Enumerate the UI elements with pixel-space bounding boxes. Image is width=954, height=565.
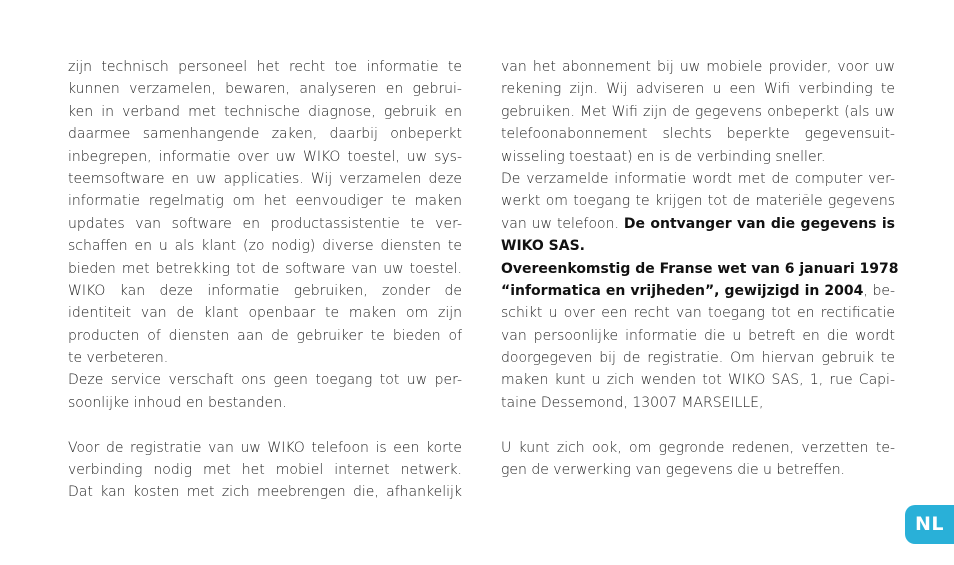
line-text: wisseling toestaat) en is de verbinding sneller. xyxy=(501,148,826,165)
text-line xyxy=(68,392,462,414)
line-text: soonlijke inhoud en bestanden. xyxy=(68,394,287,411)
line-text: van uw telefoon. xyxy=(501,215,624,232)
text-line xyxy=(501,190,895,212)
text-line xyxy=(68,78,462,100)
text-column-right xyxy=(501,56,899,481)
text-line xyxy=(68,414,462,436)
line-text: teemsoftware en uw applicaties. Wij verzamelen deze xyxy=(68,170,462,187)
text-line xyxy=(68,190,462,212)
text-line xyxy=(68,146,462,168)
language-tab-nl: NL xyxy=(905,505,954,544)
text-line xyxy=(501,78,895,100)
text-line xyxy=(68,213,462,235)
line-text: gebruiken. Met Wifi zijn de gegevens onbeperkt (als uw xyxy=(501,103,895,120)
text-line xyxy=(501,213,895,235)
text-line xyxy=(68,235,462,257)
line-text: telefoonabonnement slechts beperkte gegevensuit- xyxy=(501,126,895,143)
line-text: Voor de registratie van uw WIKO telefoon is een korte xyxy=(68,439,462,456)
text-line xyxy=(68,459,462,481)
line-text: inbegrepen, informatie over uw WIKO toestel, uw sys- xyxy=(68,148,462,165)
line-text: WIKO kan deze informatie gebruiken, zonder de xyxy=(68,282,462,299)
line-bold-text: Overeenkomstig de Franse wet van 6 januari 1978 xyxy=(501,260,899,277)
line-text: Deze service verschaft ons geen toegang tot uw per- xyxy=(68,372,462,389)
text-line xyxy=(68,258,462,280)
text-line xyxy=(501,56,895,78)
text-line xyxy=(68,280,462,302)
text-line xyxy=(501,146,895,168)
line-text: gen de verwerking van gegevens die u betreffen. xyxy=(501,462,846,479)
line-bold-text: De ontvanger van die gegevens is xyxy=(623,215,895,232)
line-text: zijn technisch personeel het recht toe informatie te xyxy=(68,59,462,75)
text-column-left xyxy=(68,56,462,504)
text-line xyxy=(68,123,462,145)
text-line xyxy=(501,437,895,459)
text-line xyxy=(68,369,462,391)
line-text: te verbeteren. xyxy=(68,350,169,367)
text-line xyxy=(68,302,462,324)
line-text: schaffen en u als klant (zo nodig) diverse diensten te xyxy=(68,238,462,255)
line-text: van persoonlijke informatie die u betreft en die wordt xyxy=(501,327,895,344)
text-line xyxy=(501,302,895,324)
line-text: U kunt zich ook, om gegronde redenen, verzetten te- xyxy=(501,439,895,456)
text-line xyxy=(501,168,895,190)
line-text: maken kunt u zich wenden tot WIKO SAS, 1, rue Capi- xyxy=(501,372,895,389)
text-line xyxy=(501,369,895,391)
line-text: bieden met betrekking tot de software van uw toestel. xyxy=(68,260,462,277)
line-text: van het abonnement bij uw mobiele provider, voor uw xyxy=(501,59,895,75)
text-line xyxy=(501,101,895,123)
line-text: doorgegeven bij de registratie. Om hiervan gebruik te xyxy=(501,350,895,367)
text-line xyxy=(68,101,462,123)
line-text: updates van software en productassistentie te ver- xyxy=(68,215,462,232)
text-line xyxy=(501,347,895,369)
text-line xyxy=(68,347,462,369)
line-text: kunnen verzamelen, bewaren, analyseren en gebrui- xyxy=(68,81,462,98)
line-text: werkt om toegang te krijgen tot de materiële gegevens xyxy=(501,193,895,210)
line-text: taine Dessemond, 13007 MARSEILLE, xyxy=(501,394,764,411)
line-text: ken in verband met technische diagnose, gebruik en xyxy=(68,103,462,120)
line-text: daarmee samenhangende zaken, daarbij onbeperkt xyxy=(68,126,462,143)
text-line xyxy=(68,325,462,347)
text-line xyxy=(501,392,895,414)
line-text: rekening zijn. Wij adviseren u een Wifi verbinding te xyxy=(501,81,895,98)
text-line xyxy=(501,325,895,347)
line-text: verbinding nodig met het mobiel internet netwerk. xyxy=(68,462,462,479)
text-line xyxy=(501,123,895,145)
text-line xyxy=(501,235,895,257)
line-text: identiteit van de klant openbaar te maken om zijn xyxy=(68,305,462,322)
text-line xyxy=(68,437,462,459)
line-text: schikt u over een recht van toegang tot en rectificatie xyxy=(501,305,895,322)
text-line xyxy=(68,168,462,190)
text-line xyxy=(501,258,899,280)
text-line xyxy=(501,414,895,436)
text-line xyxy=(68,56,462,78)
line-bold-text: “informatica en vrijheden”, gewijzigd in 2004 xyxy=(501,282,864,299)
line-bold-text: WIKO SAS. xyxy=(501,238,585,255)
text-line xyxy=(68,481,462,503)
line-text: Dat kan kosten met zich meebrengen die, afhankelijk xyxy=(68,484,462,501)
line-text: informatie regelmatig om het eenvoudiger te maken xyxy=(68,193,462,210)
line-text: producten of diensten aan de gebruiker te bieden of xyxy=(68,327,462,344)
text-line xyxy=(501,459,895,481)
text-line xyxy=(501,280,895,302)
line-text: De verzamelde informatie wordt met de computer ver- xyxy=(501,170,895,187)
line-text-after: , be- xyxy=(863,282,896,299)
